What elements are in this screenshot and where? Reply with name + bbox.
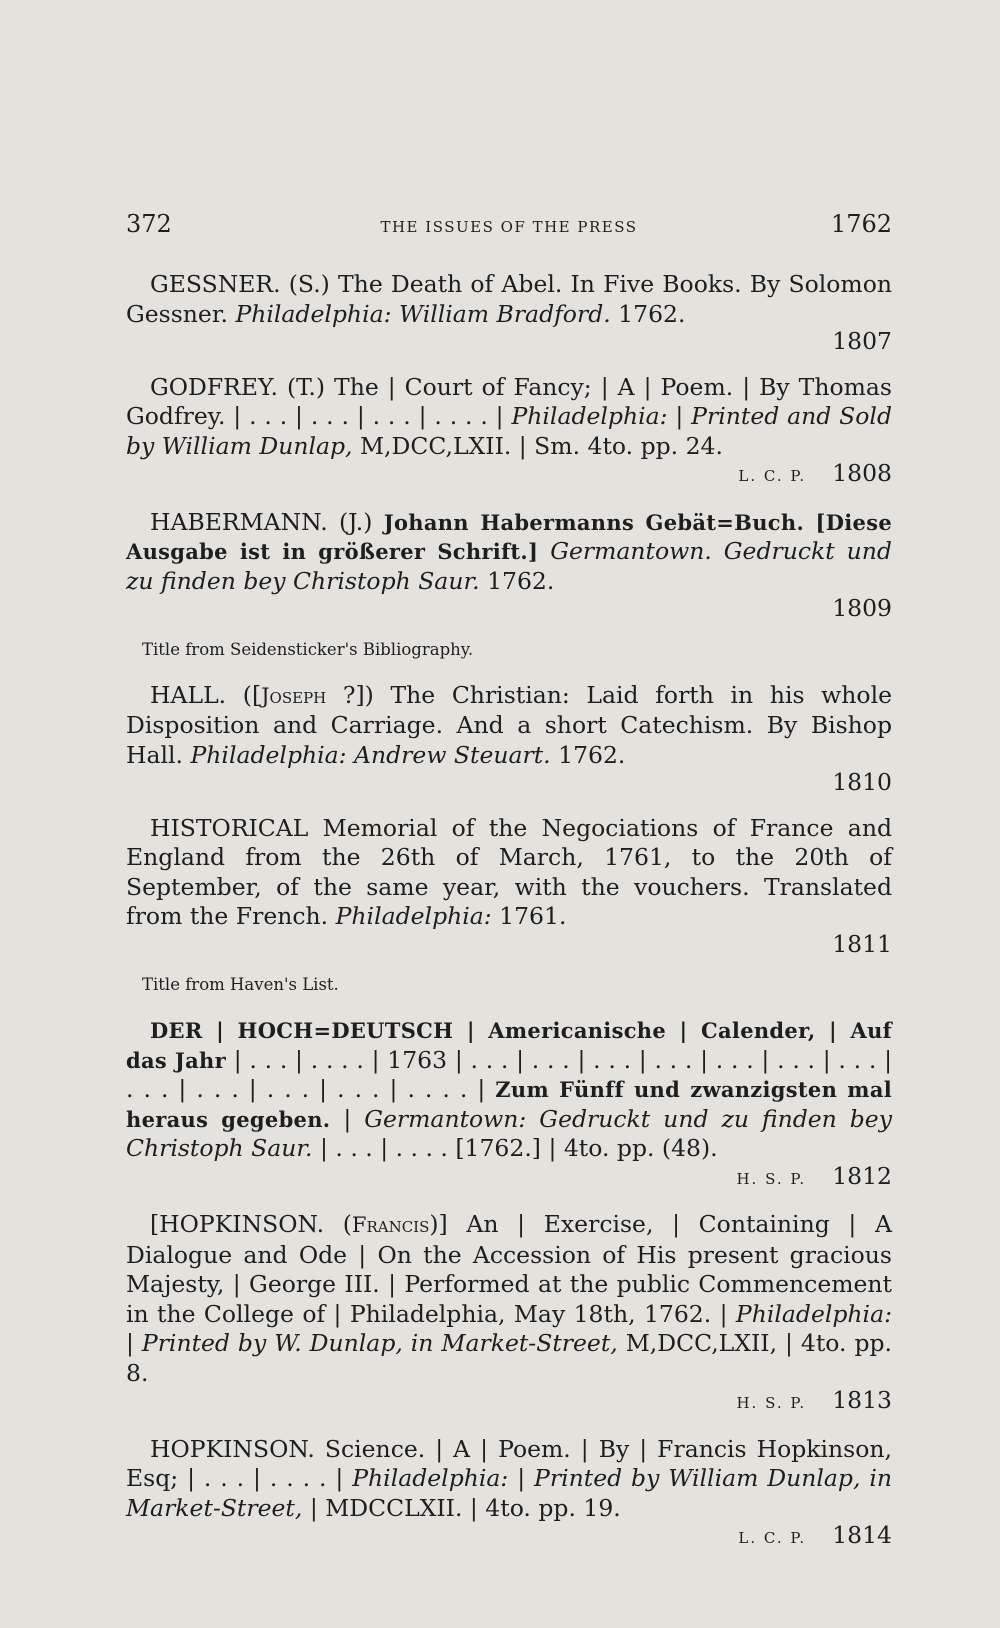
entry-number: 1812	[832, 1161, 892, 1190]
entry-imprint: Philadelphia: | Printed by William Dunlap, in Market-Street,	[126, 1464, 892, 1522]
entry-imprint: Philadelphia: William Bradford.	[235, 299, 611, 328]
entry-note: Title from Seidensticker's Bibliography.	[142, 639, 474, 659]
entry-1811	[126, 814, 892, 960]
entry-1809	[126, 508, 892, 624]
entry-number: 1807	[832, 327, 892, 355]
entry-text: [HOPKINSON. (	[150, 1210, 352, 1238]
page-content	[126, 210, 892, 1570]
entry-text: GESSNER. (S.) The Death of Abel. In Five Books. By Solomon Gessner.	[126, 270, 892, 328]
running-title: THE ISSUES OF THE PRESS	[380, 218, 638, 236]
entry-date: 1762.	[610, 299, 686, 328]
entry-text: | . . . | . . . . | 1763 | . . . | . . . | . . . | . . . | . . . | . . . | . . . | . . . | . . . | . . . | . . . | . . . . |	[126, 1045, 892, 1103]
library-code: L. C. P.	[738, 467, 807, 485]
entry-forename: Joseph	[261, 683, 327, 708]
running-year: 1762	[830, 210, 892, 238]
entry-collation: | . . . | . . . . [1762.] | 4to. pp. (48).	[312, 1134, 718, 1162]
entry-text: HALL. ([	[150, 680, 262, 709]
entry-text: HOPKINSON. Science. | A | Poem. | By | Francis Hopkinson, Esq; | . . . | . . . . |	[126, 1434, 892, 1492]
entry-forename: Francis	[351, 1213, 430, 1237]
entry-collation: | MDCCLXII. | 4to. pp. 19.	[302, 1493, 621, 1522]
entry-number: 1809	[832, 594, 892, 622]
entry-collation: M,DCC,LXII, | 4to. pp. 8.	[126, 1329, 892, 1387]
library-code: L. C. P.	[738, 1529, 807, 1547]
entry-imprint: Philadelphia: | Printed by W. Dunlap, in Market-Street,	[126, 1299, 892, 1357]
entry-collation: M,DCC,LXII. | Sm. 4to. pp. 24.	[352, 431, 723, 460]
entry-text: GODFREY. (T.) The | Court of Fancy; | A | Poem. | By Thomas Godfrey. | . . . | . . . | . . . | . . . . |	[126, 372, 892, 430]
entry-blackletter-title: DER | HOCH=DEUTSCH | Americanische | Calender, | Auf das Jahr	[126, 1018, 892, 1073]
entry-text: HABERMANN. (J.)	[150, 507, 384, 536]
entry-text: HISTORICAL Memorial of the Negociations of France and England from the 26th of March, 1761, to the 20th of September, of the same year, with the vouchers. Translated from the French.	[126, 813, 892, 930]
running-head	[126, 210, 892, 250]
entry-blackletter-edition: Zum Fünff und zwanzigsten mal heraus gegeben.	[126, 1077, 892, 1132]
library-code: H. S. P.	[736, 1394, 807, 1412]
entry-date: 1761.	[491, 902, 567, 930]
entry-date: 1762.	[479, 566, 555, 595]
entry-1807	[126, 270, 892, 357]
entry-number: 1810	[832, 768, 892, 796]
entry-blackletter-title: Johann Habermanns Gebät=Buch. [Diese Ausgabe ist in größerer Schrift.]	[126, 509, 892, 564]
entry-separator: |	[330, 1104, 365, 1133]
entry-1812	[126, 1016, 892, 1194]
entry-number: 1813	[832, 1386, 892, 1414]
entry-1810	[126, 681, 892, 798]
entry-imprint: Germantown: Gedruckt und zu finden bey Christoph Saur.	[126, 1104, 892, 1162]
entry-imprint: Philadelphia: Andrew Steuart.	[190, 740, 551, 769]
page-number: 372	[126, 210, 172, 238]
entry-note: Title from Haven's List.	[142, 975, 339, 994]
entry-number: 1808	[832, 459, 892, 487]
library-code: H. S. P.	[736, 1169, 807, 1188]
entry-1814	[126, 1435, 892, 1554]
entry-text-cont: )] An | Exercise, | Containing | A Dialogue and Ode | On the Accession of His present gracious Majesty, | George III. | Performed at the public Commencement in the College of | Philadelphia, May 18th, 1762. |	[126, 1210, 892, 1328]
entry-number: 1811	[832, 929, 892, 958]
entry-imprint: Philadelphia:	[335, 902, 492, 930]
entry-1813	[126, 1210, 892, 1419]
entry-text-cont: ?]) The Christian: Laid forth in his whole Disposition and Carriage. And a short Catechism. By Bishop Hall.	[126, 680, 892, 769]
entry-number: 1814	[832, 1521, 892, 1549]
entry-date: 1762.	[550, 740, 626, 769]
entry-1808	[126, 373, 892, 492]
entry-imprint: Philadelphia: | Printed and Sold by William Dunlap,	[126, 402, 892, 460]
entry-imprint: Germantown. Gedruckt und zu finden bey Christoph Saur.	[126, 537, 892, 595]
